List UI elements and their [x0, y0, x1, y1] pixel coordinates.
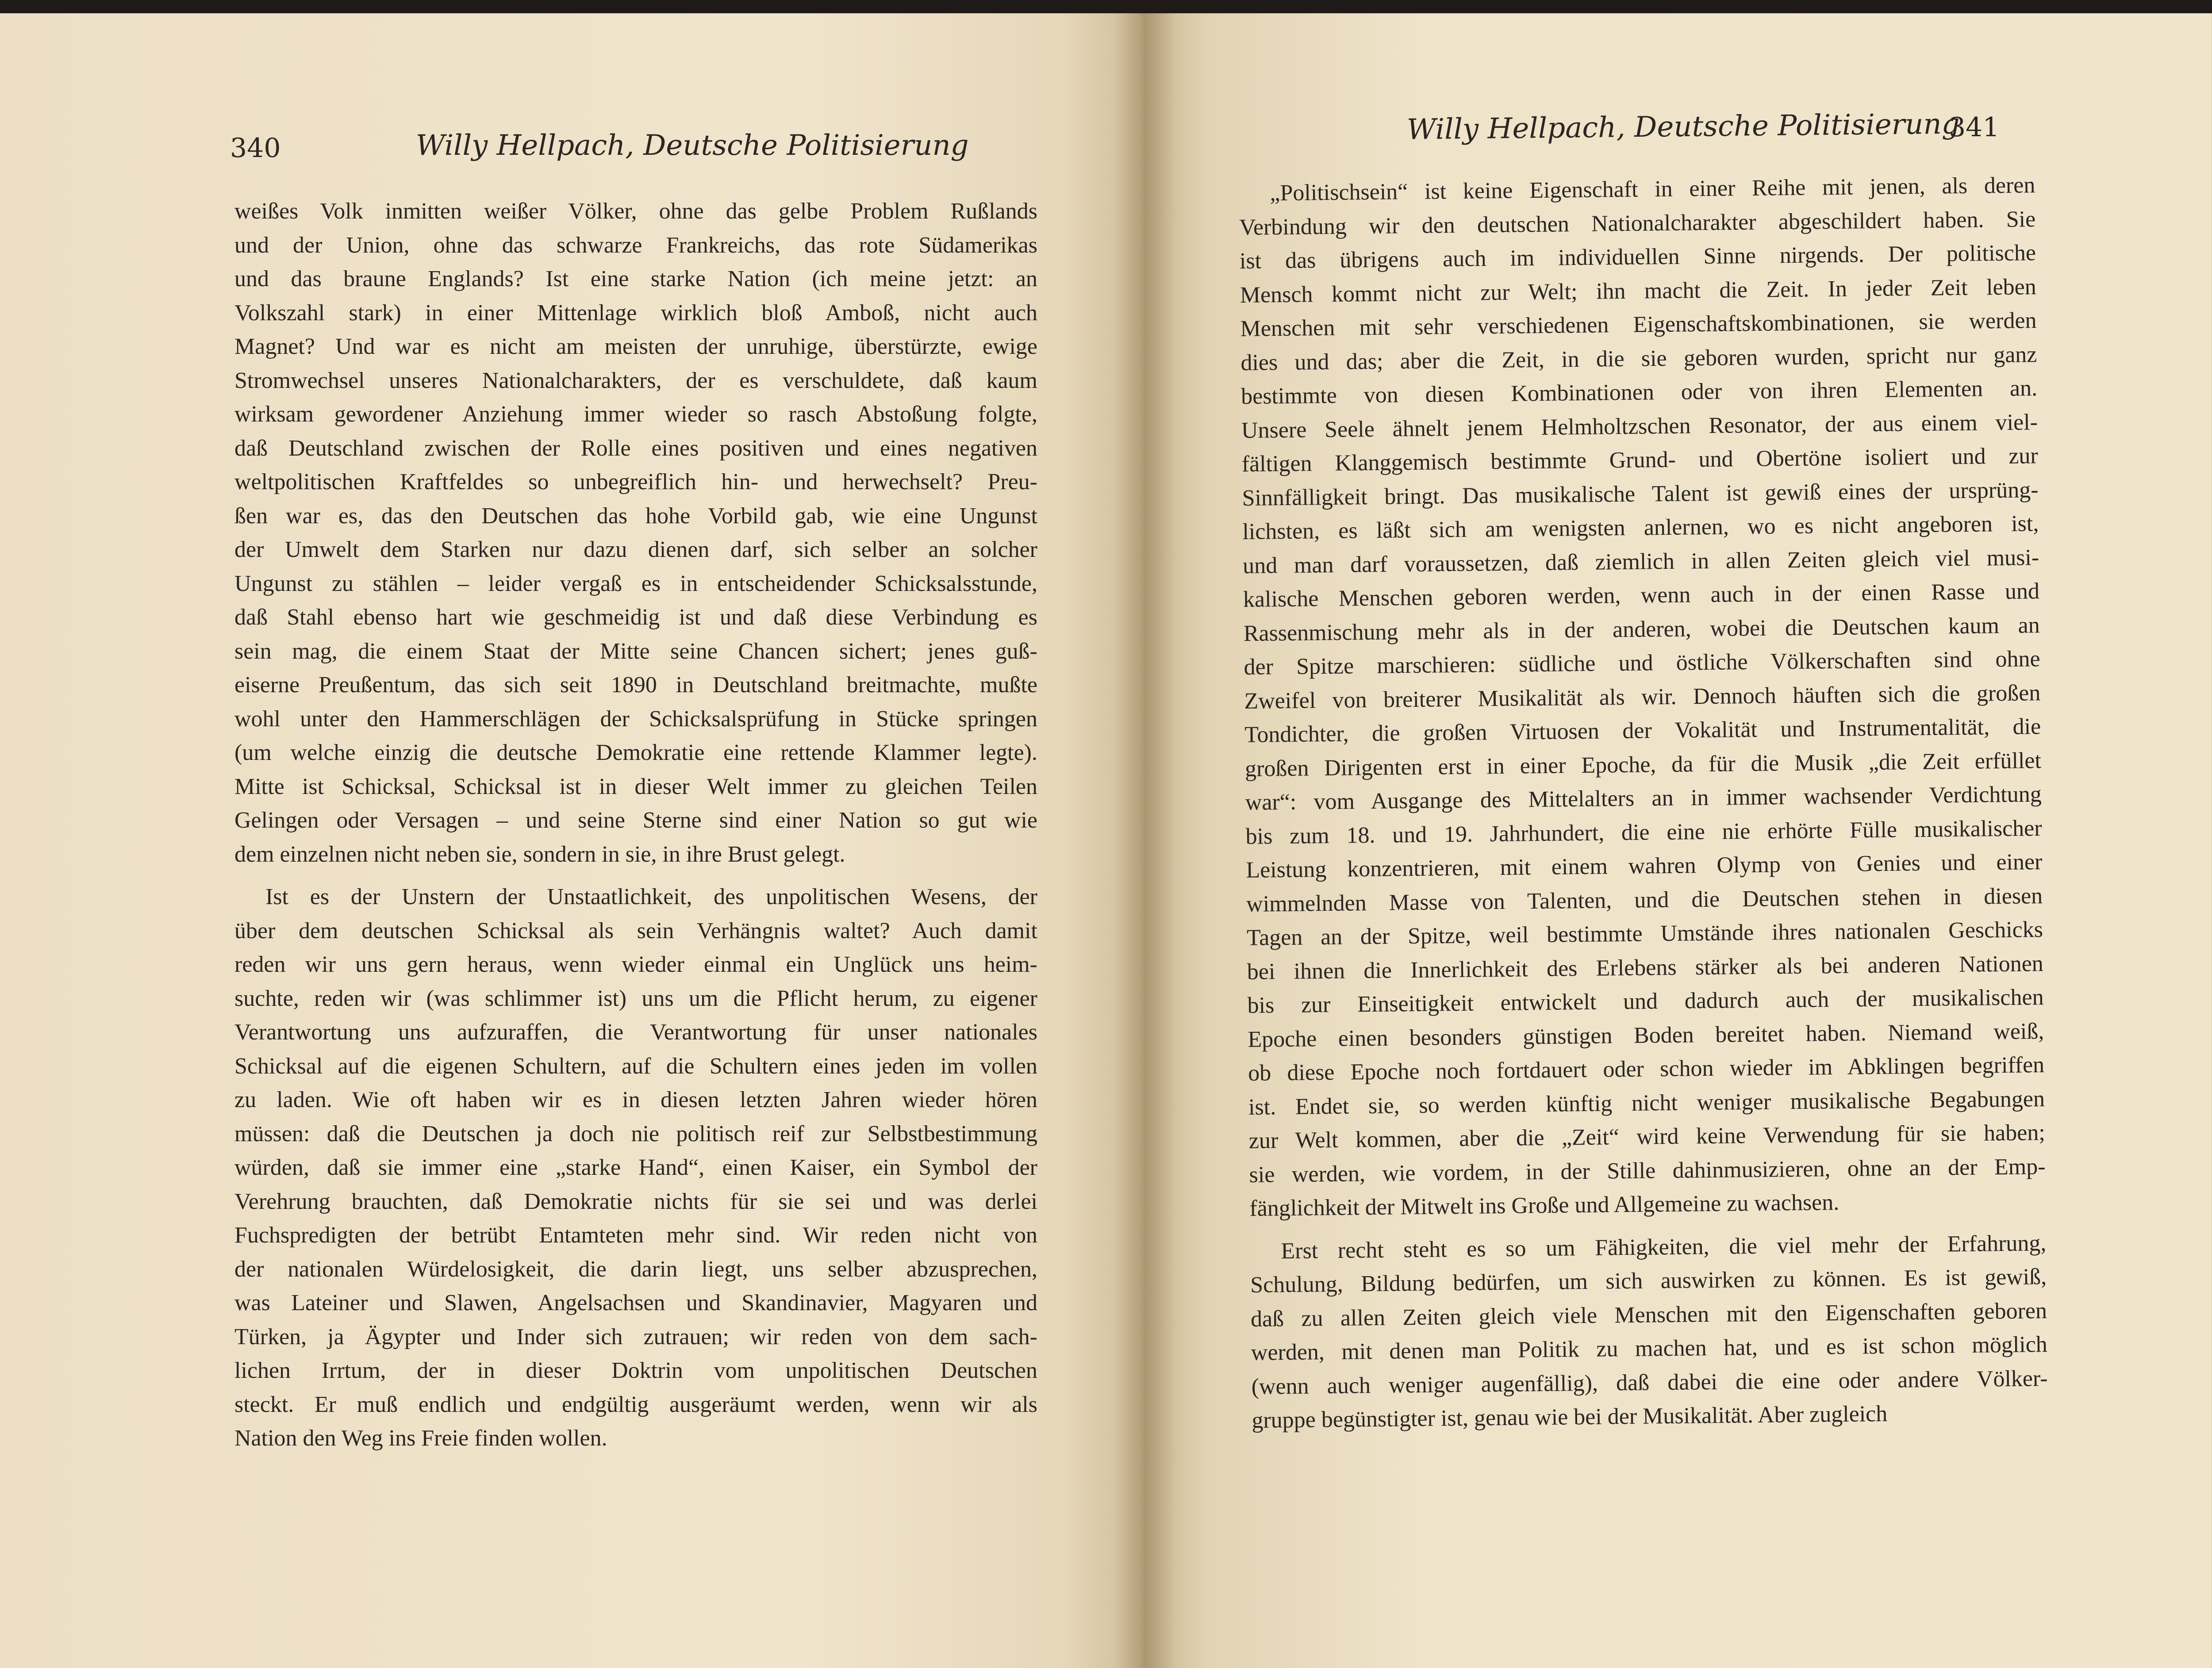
- text-line: Tagen an der Spitze, weil bestimmte Umstände ihres nationalen Geschicks: [1246, 917, 2043, 951]
- text-line: Erst recht steht es so um Fähigkeiten, die viel mehr der Erfahrung,: [1281, 1230, 2047, 1264]
- page-number-right: 341: [1949, 112, 2000, 143]
- text-line: großen Dirigenten erst in einer Epoche, da für die Musik „die Zeit erfüllet: [1244, 748, 2042, 782]
- text-line: suchte, reden wir (was schlimmer ist) uns um die Pflicht herum, zu eigener: [234, 985, 1037, 1011]
- text-line: sein mag, die einem Staat der Mitte seine Chancen sichert; jenes guß-: [234, 638, 1037, 664]
- text-line: dem einzelnen nicht neben sie, sondern in sie, in ihre Brust gelegt.: [234, 841, 845, 867]
- left-page: [0, 13, 1146, 1668]
- text-line: bei ihnen die Innerlichkeit des Erlebens stärker als bei anderen Nationen: [1247, 951, 2044, 985]
- text-line: über dem deutschen Schicksal als sein Verhängnis waltet? Auch damit: [234, 918, 1037, 943]
- text-line: Verehrung brauchten, daß Demokratie nichts für sie sei und was derlei: [234, 1189, 1037, 1214]
- text-line: der nationalen Würdelosigkeit, die darin liegt, uns selber abzusprechen,: [234, 1256, 1037, 1282]
- text-line: Fuchspredigten der betrübt Entamteten mehr sind. Wir reden nicht von: [234, 1223, 1037, 1248]
- text-line: Leistung konzentrieren, mit einem wahren Olymp von Genies und einer: [1246, 849, 2043, 883]
- text-line: fänglichkeit der Mitwelt ins Große und Allgemeine zu wachsen.: [1249, 1189, 1839, 1221]
- text-line: zur Welt kommen, aber die „Zeit“ wird keine Verwendung für sie haben;: [1248, 1120, 2046, 1154]
- text-line: was Lateiner und Slawen, Angelsachsen und Skandinavier, Magyaren und: [234, 1290, 1037, 1315]
- text-line: Ist es der Unstern der Unstaatlichkeit, des unpolitischen Wesens, der: [265, 884, 1037, 909]
- text-line: wohl unter den Hammerschlägen der Schicksalsprüfung in Stücke springen: [234, 706, 1037, 732]
- text-line: müssen: daß die Deutschen ja doch nie politisch reif zur Selbstbestimmung: [234, 1121, 1037, 1147]
- left-page-text: [234, 195, 1037, 1456]
- text-line: Volkszahl stark) in einer Mittenlage wirklich bloß Amboß, nicht auch: [234, 300, 1037, 326]
- paragraph: [1250, 1227, 2048, 1438]
- text-line: werden, mit denen man Politik zu machen hat, und es ist schon möglich: [1251, 1332, 2048, 1365]
- text-line: (um welche einzig die deutsche Demokratie eine rettende Klammer legte).: [234, 740, 1037, 765]
- text-line: lichsten, es läßt sich am wenigsten anlernen, wo es nicht angeboren ist,: [1242, 511, 2039, 544]
- text-line: Verantwortung uns aufzuraffen, die Verantwortung für unser nationales: [234, 1020, 1037, 1045]
- text-line: Schicksal auf die eigenen Schultern, auf die Schultern eines jeden im vollen: [234, 1053, 1037, 1079]
- text-line: sie werden, wie vordem, in der Stille dahinmusizieren, ohne an der Emp-: [1249, 1154, 2046, 1188]
- right-page-text: [1239, 169, 2048, 1438]
- paragraph: [234, 195, 1037, 871]
- text-line: Mensch kommt nicht zur Welt; ihn macht die Zeit. In jeder Zeit leben: [1240, 274, 2036, 308]
- paragraph: [234, 880, 1037, 1456]
- text-line: daß Deutschland zwischen der Rolle eines positiven und eines negativen: [234, 435, 1037, 461]
- paragraph: [1239, 169, 2046, 1226]
- text-line: ob diese Epoche noch fortdauert oder schon wieder im Abklingen begriffen: [1248, 1052, 2045, 1086]
- text-line: bis zur Einseitigkeit entwickelt und dadurch auch der musikalischen: [1247, 985, 2044, 1018]
- text-line: ist das übrigens auch im individuellen Sinne nirgends. Der politische: [1239, 240, 2036, 274]
- text-line: weißes Volk inmitten weißer Völker, ohne das gelbe Problem Rußlands: [234, 199, 1037, 224]
- text-line: Epoche einen besonders günstigen Boden bereitet haben. Niemand weiß,: [1248, 1018, 2044, 1052]
- text-line: Zweifel von breiterer Musikalität als wir. Dennoch häuften sich die großen: [1244, 680, 2041, 714]
- text-line: Türken, ja Ägypter und Inder sich zutrauen; wir reden von dem sach-: [234, 1324, 1037, 1350]
- text-line: lichen Irrtum, der in dieser Doktrin vom unpolitischen Deutschen: [234, 1358, 1037, 1383]
- text-line: (wenn auch weniger augenfällig), daß dabei die eine oder andere Völker-: [1251, 1365, 2048, 1400]
- text-line: Gelingen oder Versagen – und seine Sterne sind einer Nation so gut wie: [234, 808, 1037, 833]
- text-line: ßen war es, das den Deutschen das hohe Vorbild gab, wie eine Ungunst: [234, 503, 1037, 529]
- text-line: und man darf voraussetzen, daß ziemlich in allen Zeiten gleich viel musi-: [1242, 544, 2039, 579]
- text-line: wimmelnden Masse von Talenten, und die Deutschen stehen in diesen: [1246, 883, 2043, 917]
- text-line: kalische Menschen geboren werden, wenn auch in der einen Rasse und: [1243, 579, 2040, 612]
- text-line: und der Union, ohne das schwarze Frankreichs, das rote Südamerikas: [234, 232, 1037, 258]
- text-line: Rassenmischung mehr als in der anderen, wobei die Deutschen kaum an: [1243, 612, 2040, 646]
- text-line: Ungunst zu stählen – leider vergaß es in entscheidender Schicksalsstunde,: [234, 571, 1037, 596]
- text-line: fältigen Klanggemisch bestimmte Grund- und Obertöne isoliert und zur: [1241, 443, 2039, 477]
- text-line: Unsere Seele ähnelt jenem Helmholtzschen Resonator, der aus einem viel-: [1241, 409, 2038, 443]
- paragraph-gap: [234, 871, 1037, 880]
- text-line: ist. Endet sie, so werden künftig nicht weniger musikalische Begabungen: [1248, 1086, 2045, 1120]
- text-line: daß Stahl ebenso hart wie geschmeidig ist und daß diese Verbindung es: [234, 605, 1037, 630]
- running-head-left: Willy Hellpach, Deutsche Politisierung: [416, 129, 969, 162]
- text-line: eiserne Preußentum, das sich seit 1890 in Deutschland breitmachte, mußte: [234, 672, 1037, 698]
- text-line: Sinnfälligkeit bringt. Das musikalische Talent ist gewiß eines der ursprüng-: [1242, 477, 2039, 511]
- text-line: würden, daß sie immer eine „starke Hand“, einen Kaiser, ein Symbol der: [234, 1155, 1037, 1180]
- text-line: Mitte ist Schicksal, Schicksal ist in dieser Welt immer zu gleichen Teilen: [234, 774, 1037, 799]
- text-line: „Politischsein“ ist keine Eigenschaft in einer Reihe mit jenen, als deren: [1270, 173, 2035, 206]
- book-gutter: [1115, 13, 1177, 1668]
- text-line: Verbindung wir den deutschen Nationalcharakter abgeschildert haben. Sie: [1239, 206, 2036, 240]
- text-line: gruppe begünstigter ist, genau wie bei der Musikalität. Aber zugleich: [1252, 1401, 1888, 1433]
- text-line: reden wir uns gern heraus, wenn wieder einmal ein Unglück uns heim-: [234, 952, 1037, 977]
- text-line: dies und das; aber die Zeit, in die sie geboren wurden, spricht nur ganz: [1240, 341, 2037, 376]
- text-line: der Spitze marschieren: südliche und östliche Völkerschaften sind ohne: [1244, 646, 2040, 680]
- text-line: Menschen mit sehr verschiedenen Eigenschaftskombinationen, sie werden: [1240, 308, 2037, 341]
- text-line: Nation den Weg ins Freie finden wollen.: [234, 1426, 607, 1451]
- text-line: zu laden. Wie oft haben wir es in diesen letzten Jahren wieder hören: [234, 1087, 1037, 1112]
- text-line: Schulung, Bildung bedürfen, um sich auswirken zu können. Es ist gewiß,: [1250, 1264, 2047, 1298]
- text-line: weltpolitischen Kraftfeldes so unbegreiflich hin- und herwechselt? Preu-: [234, 469, 1037, 495]
- text-line: steckt. Er muß endlich und endgültig ausgeräumt werden, wenn wir als: [234, 1392, 1037, 1417]
- text-line: und das braune Englands? Ist eine starke Nation (ich meine jetzt: an: [234, 266, 1037, 291]
- text-line: daß zu allen Zeiten gleich viele Menschen mit den Eigenschaften geboren: [1250, 1298, 2047, 1332]
- text-line: Stromwechsel unseres Nationalcharakters, der es verschuldete, daß kaum: [234, 368, 1037, 393]
- running-head-right: Willy Hellpach, Deutsche Politisierung: [1406, 107, 1960, 146]
- text-line: Tondichter, die großen Virtuosen der Vokalität und Instrumentalität, die: [1244, 714, 2041, 748]
- text-line: war“: vom Ausgange des Mittelalters an in immer wachsender Verdichtung: [1245, 782, 2042, 815]
- text-line: bis zum 18. und 19. Jahrhundert, die eine nie erhörte Fülle musikalischer: [1245, 815, 2042, 849]
- text-line: Magnet? Und war es nicht am meisten der unruhige, überstürzte, ewige: [234, 334, 1037, 359]
- text-line: der Umwelt dem Starken nur dazu dienen darf, sich selber an solcher: [234, 537, 1037, 562]
- text-line: wirksam gewordener Anziehung immer wieder so rasch Abstoßung folgte,: [234, 402, 1037, 427]
- text-line: bestimmte von diesen Kombinationen oder von ihren Elementen an.: [1240, 376, 2038, 409]
- page-number-left: 340: [230, 133, 281, 164]
